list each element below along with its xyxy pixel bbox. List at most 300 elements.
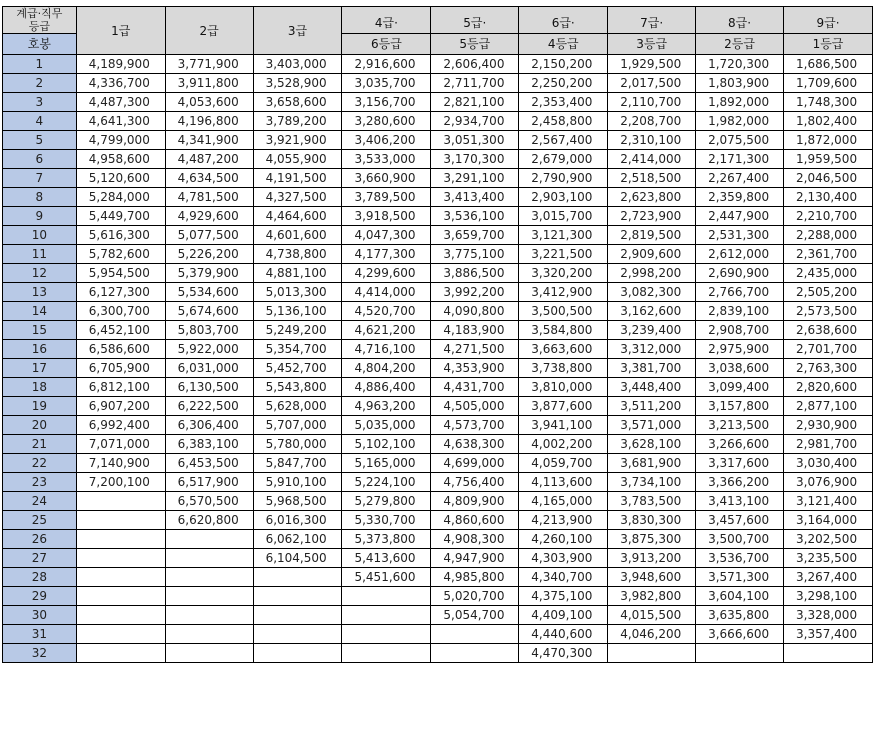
salary-cell: 2,819,500 [608, 226, 696, 245]
salary-cell: 2,310,100 [608, 131, 696, 150]
salary-cell: 3,775,100 [431, 245, 519, 264]
salary-cell: 5,224,100 [342, 473, 431, 492]
salary-cell: 5,780,000 [253, 435, 342, 454]
salary-cell [165, 644, 253, 663]
salary-cell: 3,221,500 [519, 245, 608, 264]
salary-cell: 4,191,500 [253, 169, 342, 188]
salary-cell: 4,113,600 [519, 473, 608, 492]
table-row [3, 454, 873, 473]
salary-cell: 2,150,200 [519, 55, 608, 74]
salary-cell: 4,860,600 [431, 511, 519, 530]
salary-cell: 3,941,100 [519, 416, 608, 435]
salary-cell: 3,202,500 [784, 530, 873, 549]
step-number: 32 [3, 644, 77, 663]
step-number: 5 [3, 131, 77, 150]
salary-cell: 5,707,000 [253, 416, 342, 435]
salary-cell: 2,250,200 [519, 74, 608, 93]
salary-cell: 6,517,900 [165, 473, 253, 492]
salary-cell: 6,306,400 [165, 416, 253, 435]
salary-cell: 6,383,100 [165, 435, 253, 454]
salary-cell: 5,165,000 [342, 454, 431, 473]
salary-cell: 4,353,900 [431, 359, 519, 378]
salary-cell: 2,916,600 [342, 55, 431, 74]
table-row [3, 587, 873, 606]
salary-cell: 3,381,700 [608, 359, 696, 378]
salary-cell: 3,357,400 [784, 625, 873, 644]
header-corner-step: 호봉 [3, 34, 77, 55]
salary-cell: 5,373,800 [342, 530, 431, 549]
salary-cell: 4,440,600 [519, 625, 608, 644]
salary-cell: 2,361,700 [784, 245, 873, 264]
salary-cell: 2,353,400 [519, 93, 608, 112]
salary-cell [165, 549, 253, 568]
salary-cell: 3,164,000 [784, 511, 873, 530]
salary-cell: 4,804,200 [342, 359, 431, 378]
salary-cell [76, 568, 165, 587]
salary-cell: 4,196,800 [165, 112, 253, 131]
salary-cell: 2,790,900 [519, 169, 608, 188]
table-row [3, 93, 873, 112]
header-grade-3: 3급 [253, 7, 342, 55]
salary-cell: 3,213,500 [696, 416, 784, 435]
salary-cell: 4,738,800 [253, 245, 342, 264]
salary-cell [165, 530, 253, 549]
salary-cell: 3,663,600 [519, 340, 608, 359]
header-grade-8: 8급· [696, 7, 784, 34]
salary-cell: 4,929,600 [165, 207, 253, 226]
salary-cell: 5,954,500 [76, 264, 165, 283]
salary-cell: 3,051,300 [431, 131, 519, 150]
step-number: 28 [3, 568, 77, 587]
salary-cell: 2,930,900 [784, 416, 873, 435]
salary-cell: 4,183,900 [431, 321, 519, 340]
step-number: 26 [3, 530, 77, 549]
salary-cell: 2,638,600 [784, 321, 873, 340]
salary-cell [253, 644, 342, 663]
salary-cell [76, 606, 165, 625]
salary-cell: 3,038,600 [696, 359, 784, 378]
table-row [3, 264, 873, 283]
salary-cell: 4,470,300 [519, 644, 608, 663]
salary-cell [253, 587, 342, 606]
salary-cell: 3,528,900 [253, 74, 342, 93]
table-row [3, 150, 873, 169]
salary-cell: 3,328,000 [784, 606, 873, 625]
salary-cell: 3,030,400 [784, 454, 873, 473]
salary-cell: 3,448,400 [608, 378, 696, 397]
header-corner-grade [3, 7, 77, 34]
table-row [3, 74, 873, 93]
salary-cell: 3,099,400 [696, 378, 784, 397]
table-row [3, 416, 873, 435]
salary-cell: 2,679,000 [519, 150, 608, 169]
salary-cell: 2,839,100 [696, 302, 784, 321]
salary-cell: 2,505,200 [784, 283, 873, 302]
salary-cell: 5,054,700 [431, 606, 519, 625]
salary-cell: 5,449,700 [76, 207, 165, 226]
step-number: 20 [3, 416, 77, 435]
salary-cell: 2,130,400 [784, 188, 873, 207]
salary-cell: 5,628,000 [253, 397, 342, 416]
salary-cell: 5,226,200 [165, 245, 253, 264]
salary-cell: 3,571,000 [608, 416, 696, 435]
salary-cell: 4,053,600 [165, 93, 253, 112]
header-grade-1: 1급 [76, 7, 165, 55]
salary-cell: 4,055,900 [253, 150, 342, 169]
salary-cell: 4,505,000 [431, 397, 519, 416]
salary-cell: 5,013,300 [253, 283, 342, 302]
table-row [3, 644, 873, 663]
salary-cell: 5,803,700 [165, 321, 253, 340]
salary-cell: 3,604,100 [696, 587, 784, 606]
salary-cell: 4,271,500 [431, 340, 519, 359]
salary-cell: 5,847,700 [253, 454, 342, 473]
salary-cell: 4,985,800 [431, 568, 519, 587]
salary-cell: 2,210,700 [784, 207, 873, 226]
salary-cell: 6,570,500 [165, 492, 253, 511]
salary-cell: 1,929,500 [608, 55, 696, 74]
salary-cell: 2,171,300 [696, 150, 784, 169]
step-number: 21 [3, 435, 77, 454]
salary-cell: 3,666,600 [696, 625, 784, 644]
salary-cell: 3,320,200 [519, 264, 608, 283]
table-body [3, 55, 873, 663]
step-number: 19 [3, 397, 77, 416]
salary-cell: 3,877,600 [519, 397, 608, 416]
salary-cell: 3,659,700 [431, 226, 519, 245]
salary-cell: 7,200,100 [76, 473, 165, 492]
salary-cell: 4,601,600 [253, 226, 342, 245]
salary-cell: 2,975,900 [696, 340, 784, 359]
table-row [3, 606, 873, 625]
table-row [3, 625, 873, 644]
salary-cell: 6,452,100 [76, 321, 165, 340]
header-grade-2: 2급 [165, 7, 253, 55]
salary-cell: 3,992,200 [431, 283, 519, 302]
step-number: 9 [3, 207, 77, 226]
salary-cell: 4,699,000 [431, 454, 519, 473]
table-row [3, 549, 873, 568]
salary-cell: 3,280,600 [342, 112, 431, 131]
salary-cell: 2,903,100 [519, 188, 608, 207]
salary-cell: 4,299,600 [342, 264, 431, 283]
table-row [3, 340, 873, 359]
salary-cell: 2,877,100 [784, 397, 873, 416]
table-row [3, 302, 873, 321]
salary-cell: 4,340,700 [519, 568, 608, 587]
salary-cell: 2,934,700 [431, 112, 519, 131]
salary-cell: 2,981,700 [784, 435, 873, 454]
salary-cell [76, 492, 165, 511]
salary-cell: 3,500,700 [696, 530, 784, 549]
salary-cell [76, 549, 165, 568]
header-rank-8: 2등급 [696, 34, 784, 55]
salary-cell: 3,658,600 [253, 93, 342, 112]
salary-cell: 3,413,100 [696, 492, 784, 511]
salary-cell: 3,660,900 [342, 169, 431, 188]
salary-cell: 3,082,300 [608, 283, 696, 302]
header-grade-4: 4급· [342, 7, 431, 34]
header-rank-4: 6등급 [342, 34, 431, 55]
salary-cell: 4,573,700 [431, 416, 519, 435]
salary-cell: 2,458,800 [519, 112, 608, 131]
step-number: 31 [3, 625, 77, 644]
salary-cell: 4,799,000 [76, 131, 165, 150]
salary-cell: 4,963,200 [342, 397, 431, 416]
salary-cell: 5,102,100 [342, 435, 431, 454]
salary-cell: 3,810,000 [519, 378, 608, 397]
salary-cell: 3,511,200 [608, 397, 696, 416]
salary-cell: 5,077,500 [165, 226, 253, 245]
salary-cell: 4,189,900 [76, 55, 165, 74]
salary-cell: 2,531,300 [696, 226, 784, 245]
step-number: 27 [3, 549, 77, 568]
salary-cell: 3,789,500 [342, 188, 431, 207]
table-row [3, 169, 873, 188]
salary-cell [76, 587, 165, 606]
salary-cell [784, 644, 873, 663]
step-number: 18 [3, 378, 77, 397]
table-row [3, 473, 873, 492]
salary-cell: 1,802,400 [784, 112, 873, 131]
salary-cell: 3,162,600 [608, 302, 696, 321]
salary-cell: 3,911,800 [165, 74, 253, 93]
salary-cell: 3,412,900 [519, 283, 608, 302]
salary-cell: 3,982,800 [608, 587, 696, 606]
salary-cell [76, 530, 165, 549]
header-grade-5: 5급· [431, 7, 519, 34]
salary-cell: 5,674,600 [165, 302, 253, 321]
salary-cell: 6,620,800 [165, 511, 253, 530]
header-row-top [3, 7, 873, 34]
header-rank-5: 5등급 [431, 34, 519, 55]
salary-cell [696, 644, 784, 663]
salary-cell: 6,127,300 [76, 283, 165, 302]
salary-cell: 6,031,000 [165, 359, 253, 378]
salary-cell: 2,820,600 [784, 378, 873, 397]
step-number: 12 [3, 264, 77, 283]
table-row [3, 283, 873, 302]
table-row [3, 321, 873, 340]
salary-cell: 4,177,300 [342, 245, 431, 264]
salary-cell: 1,748,300 [784, 93, 873, 112]
salary-cell: 2,208,700 [608, 112, 696, 131]
salary-cell [608, 644, 696, 663]
salary-cell: 5,922,000 [165, 340, 253, 359]
salary-cell: 2,766,700 [696, 283, 784, 302]
salary-cell: 1,982,000 [696, 112, 784, 131]
salary-cell: 2,075,500 [696, 131, 784, 150]
salary-cell [165, 606, 253, 625]
salary-cell: 3,921,900 [253, 131, 342, 150]
salary-cell: 1,803,900 [696, 74, 784, 93]
salary-cell: 3,235,500 [784, 549, 873, 568]
salary-cell: 3,886,500 [431, 264, 519, 283]
step-number: 2 [3, 74, 77, 93]
salary-cell: 3,734,100 [608, 473, 696, 492]
salary-cell: 1,686,500 [784, 55, 873, 74]
salary-cell: 5,379,900 [165, 264, 253, 283]
step-number: 4 [3, 112, 77, 131]
salary-cell: 5,354,700 [253, 340, 342, 359]
header-rank-7: 3등급 [608, 34, 696, 55]
salary-cell: 3,771,900 [165, 55, 253, 74]
salary-cell: 3,298,100 [784, 587, 873, 606]
step-number: 15 [3, 321, 77, 340]
salary-cell [76, 644, 165, 663]
salary-cell: 7,140,900 [76, 454, 165, 473]
salary-cell: 5,020,700 [431, 587, 519, 606]
salary-cell: 4,213,900 [519, 511, 608, 530]
salary-cell: 3,406,200 [342, 131, 431, 150]
salary-cell: 2,909,600 [608, 245, 696, 264]
salary-cell: 3,076,900 [784, 473, 873, 492]
salary-cell: 4,431,700 [431, 378, 519, 397]
salary-cell: 1,709,600 [784, 74, 873, 93]
table-row [3, 568, 873, 587]
table-row [3, 511, 873, 530]
salary-table [2, 6, 873, 663]
salary-cell: 4,487,200 [165, 150, 253, 169]
salary-cell [165, 587, 253, 606]
table-row [3, 245, 873, 264]
salary-cell: 6,300,700 [76, 302, 165, 321]
step-number: 7 [3, 169, 77, 188]
salary-cell: 2,435,000 [784, 264, 873, 283]
salary-cell: 3,533,000 [342, 150, 431, 169]
salary-cell: 2,518,500 [608, 169, 696, 188]
salary-cell: 2,359,800 [696, 188, 784, 207]
step-number: 25 [3, 511, 77, 530]
salary-cell [253, 625, 342, 644]
salary-cell: 5,249,200 [253, 321, 342, 340]
salary-cell: 4,303,900 [519, 549, 608, 568]
salary-cell: 3,830,300 [608, 511, 696, 530]
salary-cell: 4,881,100 [253, 264, 342, 283]
salary-cell: 6,812,100 [76, 378, 165, 397]
table-row [3, 112, 873, 131]
table-row [3, 530, 873, 549]
salary-cell [165, 568, 253, 587]
salary-cell: 4,908,300 [431, 530, 519, 549]
step-number: 16 [3, 340, 77, 359]
salary-cell: 2,623,800 [608, 188, 696, 207]
salary-cell: 4,375,100 [519, 587, 608, 606]
salary-cell: 4,059,700 [519, 454, 608, 473]
salary-cell: 4,002,200 [519, 435, 608, 454]
salary-cell: 6,062,100 [253, 530, 342, 549]
salary-cell: 5,968,500 [253, 492, 342, 511]
salary-cell: 7,071,000 [76, 435, 165, 454]
salary-cell: 3,536,100 [431, 207, 519, 226]
salary-cell: 3,015,700 [519, 207, 608, 226]
salary-cell: 4,464,600 [253, 207, 342, 226]
salary-cell: 5,452,700 [253, 359, 342, 378]
salary-cell: 3,266,600 [696, 435, 784, 454]
header-rank-6: 4등급 [519, 34, 608, 55]
step-number: 30 [3, 606, 77, 625]
salary-cell: 2,567,400 [519, 131, 608, 150]
step-number: 17 [3, 359, 77, 378]
header-grade-7: 7급· [608, 7, 696, 34]
step-number: 22 [3, 454, 77, 473]
salary-cell: 3,366,200 [696, 473, 784, 492]
salary-cell: 4,414,000 [342, 283, 431, 302]
salary-cell [431, 625, 519, 644]
salary-cell: 3,121,300 [519, 226, 608, 245]
salary-cell: 6,130,500 [165, 378, 253, 397]
salary-cell: 3,403,000 [253, 55, 342, 74]
step-number: 10 [3, 226, 77, 245]
salary-cell [342, 587, 431, 606]
salary-cell: 2,573,500 [784, 302, 873, 321]
salary-cell [253, 606, 342, 625]
salary-cell [342, 625, 431, 644]
table-row [3, 226, 873, 245]
salary-cell [76, 511, 165, 530]
salary-cell: 2,288,000 [784, 226, 873, 245]
salary-cell: 4,015,500 [608, 606, 696, 625]
salary-cell: 4,090,800 [431, 302, 519, 321]
salary-cell: 2,046,500 [784, 169, 873, 188]
table-row [3, 207, 873, 226]
salary-cell: 4,947,900 [431, 549, 519, 568]
salary-cell: 3,170,300 [431, 150, 519, 169]
salary-cell: 4,336,700 [76, 74, 165, 93]
salary-cell: 4,520,700 [342, 302, 431, 321]
salary-cell: 3,239,400 [608, 321, 696, 340]
salary-cell: 2,763,300 [784, 359, 873, 378]
salary-cell: 5,543,800 [253, 378, 342, 397]
salary-cell: 6,104,500 [253, 549, 342, 568]
salary-cell: 5,330,700 [342, 511, 431, 530]
salary-cell: 6,016,300 [253, 511, 342, 530]
salary-cell [342, 644, 431, 663]
table-row [3, 435, 873, 454]
corner-label-line1: 계급·직무 [16, 7, 63, 20]
salary-cell: 5,451,600 [342, 568, 431, 587]
salary-cell: 4,260,100 [519, 530, 608, 549]
salary-cell: 4,886,400 [342, 378, 431, 397]
salary-cell: 5,534,600 [165, 283, 253, 302]
salary-cell: 6,586,600 [76, 340, 165, 359]
step-number: 6 [3, 150, 77, 169]
salary-cell: 3,948,600 [608, 568, 696, 587]
salary-cell: 2,606,400 [431, 55, 519, 74]
salary-cell: 4,641,300 [76, 112, 165, 131]
step-number: 23 [3, 473, 77, 492]
salary-cell: 2,267,400 [696, 169, 784, 188]
salary-cell: 4,327,500 [253, 188, 342, 207]
salary-cell: 4,809,900 [431, 492, 519, 511]
salary-cell: 6,992,400 [76, 416, 165, 435]
salary-cell: 2,701,700 [784, 340, 873, 359]
salary-cell: 3,121,400 [784, 492, 873, 511]
salary-cell: 3,457,600 [696, 511, 784, 530]
salary-cell: 2,690,900 [696, 264, 784, 283]
salary-cell: 6,453,500 [165, 454, 253, 473]
table-row [3, 378, 873, 397]
step-number: 3 [3, 93, 77, 112]
salary-cell: 6,222,500 [165, 397, 253, 416]
corner-label-line2: 등급 [28, 20, 50, 33]
salary-cell: 3,789,200 [253, 112, 342, 131]
salary-cell: 5,910,100 [253, 473, 342, 492]
salary-cell: 3,783,500 [608, 492, 696, 511]
salary-cell: 3,317,600 [696, 454, 784, 473]
salary-cell: 2,612,000 [696, 245, 784, 264]
salary-cell: 2,998,200 [608, 264, 696, 283]
